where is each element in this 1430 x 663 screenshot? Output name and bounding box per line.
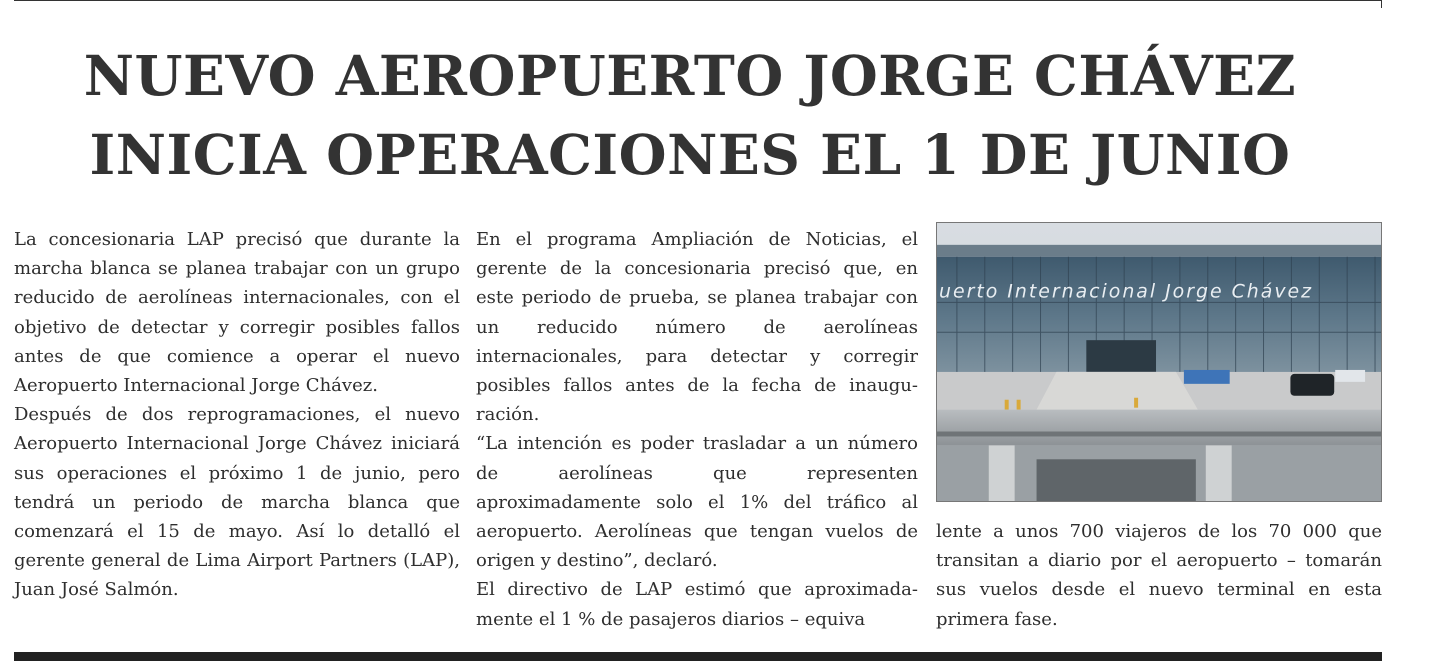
pillar-left — [989, 445, 1015, 501]
pillar-right — [1206, 445, 1232, 501]
column-2-paragraph-1: En el programa Ampliación de Noticias, el gerente de la concesionaria precisó que, en este periodo de prueba, se planea trabajar con un reducido número de aerolíneas internacionales, para detectar y corregir posibles fallos antes de la fecha de inauguración. — [476, 229, 918, 426]
article-column-3 — [936, 517, 1382, 634]
column-3-paragraph-1: lente a unos 700 viajeros de los 70 000 que transitan a diario por el aeropuerto – tomarán sus vuelos desde el nuevo terminal en esta primera fase. — [936, 521, 1382, 630]
roof-edge — [937, 245, 1381, 257]
terminal-sign: uerto Internacional Jorge Chávez — [938, 280, 1314, 303]
terminal-entrance — [1086, 340, 1156, 376]
entrance-ramp — [1037, 372, 1198, 410]
black-van — [1290, 374, 1334, 396]
white-tent — [1335, 370, 1365, 382]
airport-terminal-illustration — [937, 223, 1381, 501]
blue-tarp — [1184, 370, 1230, 384]
headline-line-2: INICIA OPERACIONES EL 1 DE JUNIO — [89, 122, 1291, 187]
article-column-1 — [14, 225, 460, 605]
bridge-deck — [937, 410, 1381, 446]
glass-facade — [937, 257, 1381, 376]
column-2-paragraph-2: “La intención es poder trasladar a un número de aerolíneas que representen aproximadamente solo el 1% del tráfico al aeropuerto. Aerolíneas que tengan vuelos de origen y destino”, declaró. — [476, 433, 918, 572]
column-1-paragraph-2: Después de dos reprogramaciones, el nuevo Aeropuerto Internacional Jorge Chávez iniciará sus operaciones el próximo 1 de junio, pero tendrá un periodo de marcha blanca que comenzará el 15 de mayo. Así lo detalló el gerente general de Lima Airport Partners (LAP), Juan José Salmón. — [14, 404, 460, 601]
headline-line-1: NUEVO AEROPUERTO JORGE CHÁVEZ — [83, 43, 1297, 108]
airport-photo — [936, 222, 1382, 502]
column-2-paragraph-3: El directivo de LAP estimó que aproximadamente el 1 % de pasajeros diarios – equiva — [476, 579, 918, 630]
headline — [0, 36, 1380, 194]
article-column-2 — [476, 225, 918, 634]
top-rule — [14, 0, 1382, 1]
bridge-shadow — [937, 432, 1381, 437]
column-1-paragraph-1: La concesionaria LAP precisó que durante la marcha blanca se planea trabajar con un grupo reducido de aerolíneas internacionales, con el objetivo de detectar y corregir posibles fallos antes de que comience a operar el nuevo Aeropuerto Internacional Jorge Chávez. — [14, 229, 460, 397]
bottom-rule — [14, 652, 1382, 661]
underpass — [1037, 459, 1196, 501]
top-rule-end — [1381, 0, 1382, 8]
